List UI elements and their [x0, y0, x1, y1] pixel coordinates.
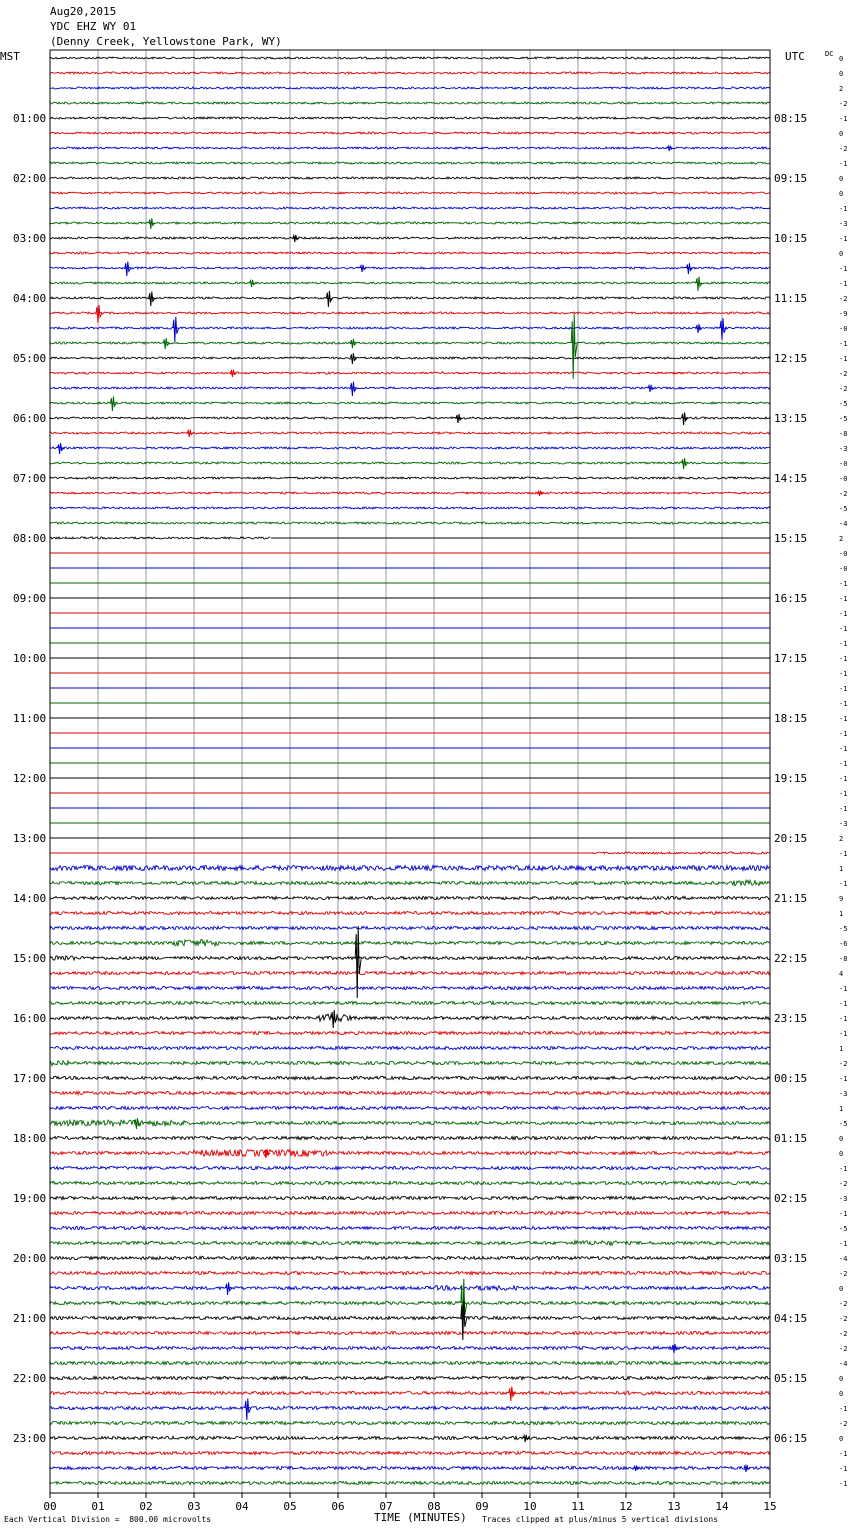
dc-offset-label: -1 [839, 1000, 848, 1008]
dc-offset-label: 1 [839, 865, 844, 873]
clip-note: Traces clipped at plus/minus 5 vertical divisions [482, 1515, 719, 1524]
x-tick-label: 12 [619, 1500, 633, 1513]
dc-offset-label: -1 [839, 1480, 848, 1488]
dc-offset-label: -3 [839, 220, 848, 228]
dc-offset-label: -2 [839, 295, 848, 303]
dc-offset-label: -1 [839, 700, 848, 708]
dc-offset-label: -0 [839, 460, 848, 468]
dc-offset-label: -2 [839, 145, 848, 153]
event-spike-13 [720, 318, 726, 340]
dc-offset-label: -1 [839, 745, 848, 753]
x-tick-label: 04 [235, 1500, 249, 1513]
dc-offset-label: 0 [839, 1390, 844, 1398]
dc-offset-label: -8 [839, 430, 848, 438]
dc-offset-label: -1 [839, 280, 848, 288]
dc-offset-label: -5 [839, 415, 848, 423]
trace-row-80 [50, 1256, 770, 1259]
event-spike-0 [667, 146, 673, 151]
x-tick-label: 14 [715, 1500, 729, 1513]
x-tick-label: 02 [139, 1500, 153, 1513]
trace-row-57 [50, 911, 770, 914]
mst-axis-label: MST [0, 50, 20, 63]
dc-offset-label: -5 [839, 505, 848, 513]
trace-row-12 [50, 237, 770, 239]
dc-offset-label: -1 [839, 160, 848, 168]
mst-hour-label: 17:00 [13, 1072, 47, 1085]
event-spike-38 [523, 1435, 529, 1442]
mst-hour-label: 12:00 [13, 772, 47, 785]
trace-row-70 [50, 1106, 770, 1109]
trace-row-91 [50, 1421, 770, 1424]
dc-offset-label: -4 [839, 1255, 848, 1263]
trace-row-4 [50, 117, 770, 119]
dc-offset-label: -3 [839, 1195, 848, 1203]
dc-label: DC [825, 50, 834, 58]
utc-hour-label: 01:15 [774, 1132, 808, 1145]
x-tick-label: 00 [43, 1500, 57, 1513]
utc-hour-label: 08:15 [774, 112, 808, 125]
utc-hour-label: 04:15 [774, 1312, 808, 1325]
utc-hour-label: 12:15 [774, 352, 808, 365]
mst-hour-label: 09:00 [13, 592, 47, 605]
utc-hour-label: 02:15 [774, 1192, 808, 1205]
minute-gridlines [98, 50, 722, 1493]
dc-offset-label: -1 [839, 1210, 848, 1218]
dc-offset-label: -2 [839, 385, 848, 393]
trace-row-27 [50, 462, 770, 464]
event-spike-30 [134, 1118, 140, 1129]
dc-offset-label: -1 [839, 1240, 848, 1248]
trace-row-68 [50, 1076, 770, 1079]
trace-row-92 [50, 1436, 770, 1439]
dc-offset-label: -1 [839, 1405, 848, 1413]
trace-row-69 [50, 1091, 770, 1094]
trace-row-56 [50, 896, 770, 899]
utc-hour-label: 18:15 [774, 712, 808, 725]
dc-offset-label: -2 [839, 100, 848, 108]
trace-row-61 [50, 971, 770, 974]
dc-offset-label: -0 [839, 325, 848, 333]
dc-offset-label: 0 [839, 55, 844, 63]
trace-row-9 [50, 192, 770, 194]
mst-hour-label: 18:00 [13, 1132, 47, 1145]
trace-row-87 [50, 1361, 770, 1364]
event-spike-14 [163, 338, 169, 349]
x-tick-label: 08 [427, 1500, 441, 1513]
trace-row-73 [50, 1150, 770, 1157]
dc-offset-label: -1 [839, 850, 848, 858]
event-spike-16 [571, 314, 577, 379]
dc-offset-label: -2 [839, 1060, 848, 1068]
trace-row-75 [50, 1181, 770, 1184]
trace-row-55 [50, 880, 770, 886]
event-spike-37 [245, 1398, 251, 1420]
trace-row-7 [50, 162, 770, 164]
trace-row-59 [50, 940, 770, 947]
dc-offset-label: 1 [839, 910, 844, 918]
dc-offset-label: 0 [839, 1285, 844, 1293]
dc-offset-label: -2 [839, 370, 848, 378]
trace-row-62 [50, 986, 770, 989]
dc-offset-label: -8 [839, 955, 848, 963]
mst-hour-label: 04:00 [13, 292, 47, 305]
event-spike-20 [648, 385, 654, 392]
x-tick-label: 03 [187, 1500, 201, 1513]
trace-row-93 [50, 1451, 770, 1454]
dc-offset-label: -1 [839, 1030, 848, 1038]
dc-offset-label: -5 [839, 400, 848, 408]
scale-note: Each Vertical Division = 800.00 microvolts [4, 1515, 212, 1524]
trace-row-19 [50, 342, 770, 344]
trace-row-28 [50, 477, 770, 479]
dc-offset-label: -1 [839, 340, 848, 348]
trace-row-76 [50, 1196, 770, 1199]
dc-offset-label: -1 [839, 640, 848, 648]
dc-offset-label: -1 [839, 205, 848, 213]
trace-row-11 [50, 222, 770, 224]
trace-row-89 [50, 1391, 770, 1395]
dc-offset-label: -1 [839, 595, 848, 603]
trace-row-77 [50, 1211, 770, 1214]
mst-hour-label: 08:00 [13, 532, 47, 545]
dc-offset-label: 0 [839, 175, 844, 183]
dc-offset-label: -1 [839, 670, 848, 678]
trace-row-31 [50, 522, 770, 524]
dc-offset-label: -1 [839, 880, 848, 888]
trace-row-10 [50, 207, 770, 209]
dc-offset-label: -0 [839, 565, 848, 573]
mst-hour-label: 19:00 [13, 1192, 47, 1205]
utc-hour-label: 06:15 [774, 1432, 808, 1445]
x-tick-label: 06 [331, 1500, 345, 1513]
dc-offset-label: 4 [839, 970, 844, 978]
trace-row-53 [592, 852, 769, 854]
trace-row-20 [50, 357, 770, 359]
event-spike-26 [682, 458, 688, 469]
mst-hour-label: 05:00 [13, 352, 47, 365]
utc-hour-label: 10:15 [774, 232, 808, 245]
event-spike-25 [58, 443, 64, 454]
mst-hour-label: 01:00 [13, 112, 47, 125]
dc-offset-label: -1 [839, 805, 848, 813]
utc-hour-label: 03:15 [774, 1252, 808, 1265]
mst-hour-label: 22:00 [13, 1372, 47, 1385]
mst-hour-label: 20:00 [13, 1252, 47, 1265]
trace-row-3 [50, 102, 770, 104]
x-tick-label: 09 [475, 1500, 489, 1513]
trace-row-24 [50, 417, 770, 419]
mst-hour-label: 10:00 [13, 652, 47, 665]
event-spike-36 [509, 1387, 515, 1401]
trace-row-29 [50, 492, 770, 494]
dc-offset-label: -1 [839, 1165, 848, 1173]
dc-offset-label: 2 [839, 85, 844, 93]
utc-hour-label: 22:15 [774, 952, 808, 965]
dc-offset-label: -1 [839, 1450, 848, 1458]
dc-offset-label: 0 [839, 190, 844, 198]
mst-hour-label: 13:00 [13, 832, 47, 845]
dc-offset-label: -1 [839, 760, 848, 768]
dc-offset-label: -5 [839, 925, 848, 933]
trace-row-25 [50, 432, 770, 434]
trace-row-74 [50, 1166, 770, 1169]
mst-hour-label: 03:00 [13, 232, 47, 245]
mst-hour-label: 15:00 [13, 952, 47, 965]
event-spike-32 [226, 1282, 232, 1295]
utc-hour-label: 19:15 [774, 772, 808, 785]
trace-row-94 [50, 1466, 770, 1469]
event-spike-11 [173, 317, 179, 342]
utc-hour-label: 23:15 [774, 1012, 808, 1025]
trace-row-32 [50, 537, 270, 539]
event-spike-24 [187, 430, 193, 437]
trace-row-18 [50, 327, 770, 329]
trace-row-23 [50, 402, 770, 404]
dc-offset-label: -2 [839, 1300, 848, 1308]
x-tick-label: 01 [91, 1500, 105, 1513]
dc-offset-label: -2 [839, 1270, 848, 1278]
trace-row-65 [50, 1031, 770, 1034]
dc-offset-label: 2 [839, 535, 844, 543]
dc-offset-label: -2 [839, 1315, 848, 1323]
x-tick-label: 05 [283, 1500, 297, 1513]
dc-offset-label: -2 [839, 1330, 848, 1338]
dc-offset-label: -5 [839, 1120, 848, 1128]
location-label: (Denny Creek, Yellowstone Park, WY) [50, 35, 282, 48]
trace-row-82 [50, 1286, 770, 1291]
dc-offset-label: -3 [839, 820, 848, 828]
trace-row-95 [50, 1481, 770, 1484]
plot-frame [50, 50, 770, 1493]
dc-offset-label: -2 [839, 1420, 848, 1428]
date-label: Aug20,2015 [50, 5, 117, 18]
dc-offset-label: -1 [839, 655, 848, 663]
dc-offset-label: 0 [839, 70, 844, 78]
x-tick-label: 15 [763, 1500, 777, 1513]
dc-offset-label: 9 [839, 895, 844, 903]
trace-row-60 [50, 956, 770, 960]
trace-row-21 [50, 372, 770, 374]
trace-row-86 [50, 1346, 770, 1349]
utc-hour-label: 11:15 [774, 292, 808, 305]
event-spike-7 [696, 277, 702, 291]
station-label: YDC EHZ WY 01 [50, 20, 137, 33]
dc-offset-label: -1 [839, 1465, 848, 1473]
x-tick-label: 10 [523, 1500, 537, 1513]
dc-offset-label: 0 [839, 1375, 844, 1383]
trace-row-67 [50, 1060, 770, 1066]
dc-offset-label: 2 [839, 835, 844, 843]
dc-offset-label: -0 [839, 475, 848, 483]
dc-offset-label: -1 [839, 265, 848, 273]
utc-hour-label: 20:15 [774, 832, 808, 845]
dc-offset-label: 1 [839, 1105, 844, 1113]
mst-hour-label: 14:00 [13, 892, 47, 905]
dc-offset-label: -1 [839, 625, 848, 633]
event-spike-29 [331, 1010, 337, 1028]
dc-offset-label: 0 [839, 1435, 844, 1443]
seismic-traces [50, 57, 770, 1485]
event-spike-12 [696, 324, 702, 333]
dc-offset-label: -1 [839, 580, 848, 588]
dc-offset-label: -5 [839, 1225, 848, 1233]
x-tick-label: 07 [379, 1500, 393, 1513]
trace-row-22 [50, 387, 770, 389]
trace-row-81 [50, 1271, 770, 1274]
trace-row-54 [50, 866, 770, 871]
dc-offset-label: -0 [839, 550, 848, 558]
trace-row-30 [50, 507, 770, 509]
dc-offset-label: -1 [839, 115, 848, 123]
dc-offset-label: -1 [839, 790, 848, 798]
dc-offset-label: -1 [839, 610, 848, 618]
dc-offset-label: 0 [839, 250, 844, 258]
trace-row-1 [50, 72, 770, 74]
dc-offset-label: -1 [839, 1075, 848, 1083]
dc-offset-label: -6 [839, 940, 848, 948]
dc-offset-label: -9 [839, 310, 848, 318]
trace-row-79 [50, 1241, 770, 1246]
mst-hour-label: 23:00 [13, 1432, 47, 1445]
dc-offset-label: -3 [839, 445, 848, 453]
dc-offset-label: 1 [839, 1045, 844, 1053]
dc-offset-label: -1 [839, 1015, 848, 1023]
trace-row-17 [50, 312, 770, 314]
dc-offset-label: -1 [839, 985, 848, 993]
mst-hour-label: 11:00 [13, 712, 47, 725]
utc-hour-label: 15:15 [774, 532, 808, 545]
trace-row-14 [50, 267, 770, 269]
dc-offset-label: -1 [839, 355, 848, 363]
mst-hour-label: 16:00 [13, 1012, 47, 1025]
dc-offset-label: -2 [839, 490, 848, 498]
dc-offset-label: -4 [839, 520, 848, 528]
utc-hour-label: 13:15 [774, 412, 808, 425]
utc-hour-label: 21:15 [774, 892, 808, 905]
trace-row-88 [50, 1376, 770, 1379]
trace-row-72 [50, 1136, 770, 1139]
trace-row-13 [50, 252, 770, 254]
trace-row-58 [50, 926, 770, 929]
trace-row-85 [50, 1331, 770, 1334]
utc-hour-label: 05:15 [774, 1372, 808, 1385]
dc-offset-label: -1 [839, 715, 848, 723]
utc-hour-label: 00:15 [774, 1072, 808, 1085]
event-spike-3 [125, 262, 131, 276]
trace-row-78 [50, 1226, 770, 1229]
trace-row-5 [50, 132, 770, 134]
x-tick-label: 13 [667, 1500, 681, 1513]
utc-hour-label: 17:15 [774, 652, 808, 665]
dc-offset-label: -1 [839, 685, 848, 693]
dc-offset-label: -1 [839, 775, 848, 783]
utc-axis-label: UTC [785, 50, 805, 63]
trace-row-83 [50, 1301, 770, 1304]
mst-hour-label: 06:00 [13, 412, 47, 425]
event-spike-9 [326, 291, 332, 307]
dc-offset-label: -2 [839, 1180, 848, 1188]
trace-row-6 [50, 147, 770, 149]
trace-row-26 [50, 447, 770, 449]
utc-hour-label: 09:15 [774, 172, 808, 185]
dc-offset-label: 0 [839, 130, 844, 138]
x-axis-title: TIME (MINUTES) [374, 1511, 467, 1524]
trace-row-63 [50, 1001, 770, 1004]
utc-hour-label: 16:15 [774, 592, 808, 605]
dc-offset-label: -1 [839, 730, 848, 738]
trace-row-64 [50, 1014, 770, 1021]
utc-hour-label: 14:15 [774, 472, 808, 485]
trace-row-8 [50, 177, 770, 179]
dc-offset-label: -3 [839, 1090, 848, 1098]
trace-row-84 [50, 1316, 770, 1319]
mst-hour-label: 07:00 [13, 472, 47, 485]
dc-offset-label: -1 [839, 235, 848, 243]
trace-row-15 [50, 282, 770, 284]
event-spike-23 [682, 412, 688, 425]
trace-row-2 [50, 87, 770, 89]
trace-row-16 [50, 297, 770, 299]
dc-offset-label: 0 [839, 1150, 844, 1158]
trace-row-66 [50, 1046, 770, 1049]
mst-hour-label: 02:00 [13, 172, 47, 185]
dc-offset-label: -4 [839, 1360, 848, 1368]
dc-offset-label: 0 [839, 1135, 844, 1143]
trace-row-0 [50, 57, 770, 59]
event-spike-4 [360, 265, 366, 272]
dc-offset-label: -2 [839, 1345, 848, 1353]
trace-row-71 [50, 1120, 770, 1126]
trace-row-90 [50, 1406, 770, 1409]
event-spike-22 [456, 414, 462, 423]
mst-hour-label: 21:00 [13, 1312, 47, 1325]
x-tick-label: 11 [571, 1500, 585, 1513]
